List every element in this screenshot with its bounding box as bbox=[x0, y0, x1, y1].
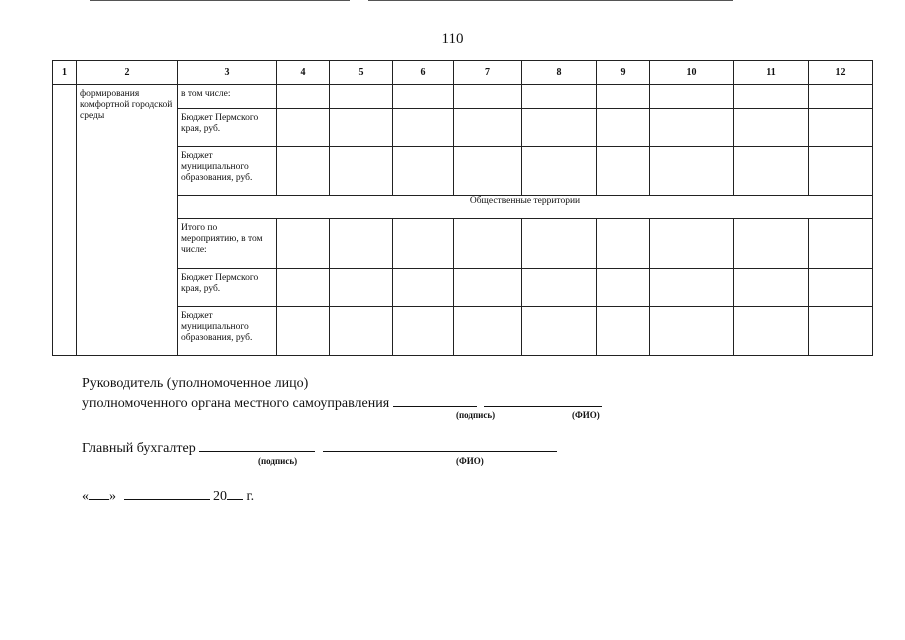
cell-col1 bbox=[53, 85, 77, 356]
month-line bbox=[124, 487, 210, 500]
col-header: 7 bbox=[454, 61, 522, 85]
col-header: 4 bbox=[277, 61, 330, 85]
caption-fio: (ФИО) bbox=[456, 456, 484, 466]
day-line bbox=[89, 487, 109, 500]
date-line: « » 20 г. bbox=[82, 489, 255, 504]
caption-sign: (подпись) bbox=[456, 410, 496, 420]
fio-line bbox=[323, 439, 557, 452]
cell-label: Бюджет Пермского края, руб. bbox=[178, 269, 277, 307]
data-table bbox=[52, 60, 873, 356]
page-number: 110 bbox=[441, 31, 464, 47]
col-header: 9 bbox=[597, 61, 650, 85]
col-header: 11 bbox=[734, 61, 809, 85]
table-row bbox=[53, 85, 873, 109]
col-header: 12 bbox=[809, 61, 873, 85]
cell-col2 bbox=[77, 85, 178, 356]
head-title-line1: Руководитель (уполномоченное лицо) bbox=[82, 376, 309, 391]
chief-accountant-line: Главный бухгалтер bbox=[82, 439, 557, 457]
header-row bbox=[53, 61, 873, 85]
col-header: 6 bbox=[393, 61, 454, 85]
col-header: 1 bbox=[53, 61, 77, 85]
cell-label: Итого по мероприятию, в том числе: bbox=[178, 219, 277, 269]
caption-fio: (ФИО) bbox=[572, 410, 600, 420]
top-edge-line bbox=[90, 0, 350, 1]
section-label: Общественные территории bbox=[178, 196, 873, 219]
col-header: 3 bbox=[178, 61, 277, 85]
top-edge-line bbox=[368, 0, 733, 1]
year-line bbox=[227, 487, 243, 500]
signature-line bbox=[199, 439, 315, 452]
col-header: 10 bbox=[650, 61, 734, 85]
col-header: 5 bbox=[330, 61, 393, 85]
cell-label: Бюджет муниципального образования, руб. bbox=[178, 147, 277, 196]
col-header: 2 bbox=[77, 61, 178, 85]
caption-sign: (подпись) bbox=[258, 456, 298, 466]
cell-label: Бюджет Пермского края, руб. bbox=[178, 109, 277, 147]
activity-name: формирования комфортной городской среды bbox=[80, 89, 173, 121]
fio-line bbox=[484, 394, 602, 407]
cell-label: в том числе: bbox=[178, 85, 277, 109]
cell-label: Бюджет муниципального образования, руб. bbox=[178, 307, 277, 356]
signature-line bbox=[393, 394, 477, 407]
col-header: 8 bbox=[522, 61, 597, 85]
head-title-line2: уполномоченного органа местного самоуправления bbox=[82, 394, 602, 412]
